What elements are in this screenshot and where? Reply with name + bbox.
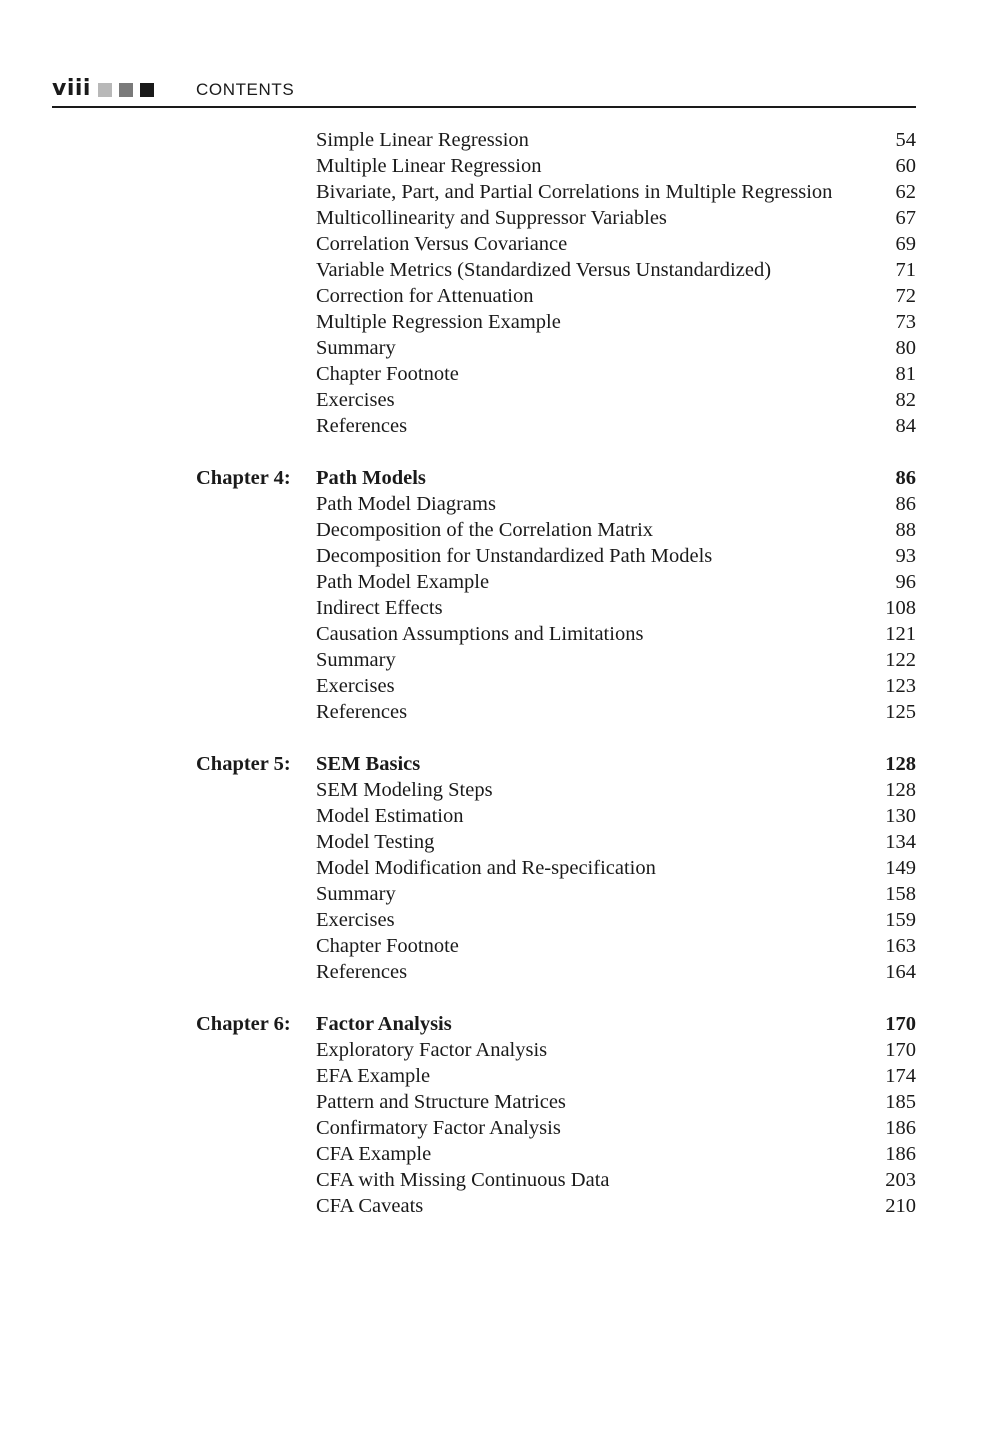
chapter-label: Chapter 4: (196, 467, 291, 489)
entry-page-number: 159 (885, 909, 916, 931)
entry-page-number: 80 (895, 337, 916, 359)
toc-entry (0, 1037, 1008, 1063)
entry-title: Correlation Versus Covariance (316, 233, 568, 255)
entry-page-number: 149 (885, 857, 916, 879)
entry-title: Chapter Footnote (316, 935, 459, 957)
entry-page-number: 125 (885, 701, 916, 723)
entry-page-number: 164 (885, 961, 916, 983)
toc-entry (0, 491, 1008, 517)
toc-entry (0, 283, 1008, 309)
toc-entry (0, 361, 1008, 387)
entry-title: References (316, 415, 408, 437)
entry-title: Path Model Diagrams (316, 493, 496, 515)
toc-entry (0, 543, 1008, 569)
toc-entry (0, 569, 1008, 595)
entry-title: CFA with Missing Continuous Data (316, 1169, 610, 1191)
entry-title: Decomposition for Unstandardized Path Models (316, 545, 713, 567)
toc-entry (0, 205, 1008, 231)
entry-page-number: 185 (885, 1091, 916, 1113)
entry-title: Summary (316, 337, 396, 359)
entry-title: Model Estimation (316, 805, 464, 827)
entry-title: Confirmatory Factor Analysis (316, 1117, 561, 1139)
entry-title: References (316, 961, 408, 983)
chapter-heading-row (0, 465, 1008, 491)
toc-entry (0, 231, 1008, 257)
toc-entry (0, 959, 1008, 985)
chapter-page-number: 86 (895, 467, 916, 489)
entry-page-number: 121 (885, 623, 916, 645)
entry-title: Indirect Effects (316, 597, 443, 619)
chapter-page-number: 170 (885, 1013, 916, 1035)
toc-entry (0, 517, 1008, 543)
entry-page-number: 69 (895, 233, 916, 255)
entry-title: Multicollinearity and Suppressor Variables (316, 207, 667, 229)
chapter-label: Chapter 6: (196, 1013, 291, 1035)
entry-title: Multiple Regression Example (316, 311, 561, 333)
toc-chapter-block (0, 751, 1008, 985)
entry-page-number: 71 (895, 259, 916, 281)
page-number: viii (52, 76, 91, 101)
entry-page-number: 123 (885, 675, 916, 697)
entry-page-number: 128 (885, 779, 916, 801)
entry-title: Exercises (316, 909, 395, 931)
toc-entry (0, 127, 1008, 153)
entry-title: Exploratory Factor Analysis (316, 1039, 548, 1061)
entry-page-number: 72 (895, 285, 916, 307)
toc-entry (0, 1193, 1008, 1219)
entry-title: Correction for Attenuation (316, 285, 534, 307)
entry-title: CFA Example (316, 1143, 432, 1165)
entry-page-number: 170 (885, 1039, 916, 1061)
chapter-heading-row (0, 751, 1008, 777)
toc-entry (0, 1089, 1008, 1115)
entry-title: Summary (316, 649, 396, 671)
toc-entry (0, 855, 1008, 881)
entry-page-number: 134 (885, 831, 916, 853)
entry-title: CFA Caveats (316, 1195, 424, 1217)
toc-entry (0, 647, 1008, 673)
entry-title: Summary (316, 883, 396, 905)
chapter-page-number: 128 (885, 753, 916, 775)
entry-page-number: 67 (895, 207, 916, 229)
toc-entry (0, 257, 1008, 283)
medium-square-icon (119, 83, 133, 97)
entry-page-number: 73 (895, 311, 916, 333)
toc-entry (0, 1167, 1008, 1193)
running-header (52, 76, 916, 108)
entry-page-number: 93 (895, 545, 916, 567)
entry-title: Chapter Footnote (316, 363, 459, 385)
entry-title: References (316, 701, 408, 723)
toc-entry (0, 699, 1008, 725)
toc-entry (0, 673, 1008, 699)
entry-title: Variable Metrics (Standardized Versus Unstandardized) (316, 259, 772, 281)
toc-entry (0, 777, 1008, 803)
toc-entry (0, 933, 1008, 959)
entry-page-number: 82 (895, 389, 916, 411)
entry-page-number: 186 (885, 1143, 916, 1165)
table-of-contents (0, 127, 1008, 1245)
toc-entry (0, 153, 1008, 179)
entry-title: EFA Example (316, 1065, 431, 1087)
entry-page-number: 163 (885, 935, 916, 957)
toc-entry (0, 1063, 1008, 1089)
toc-entry (0, 881, 1008, 907)
entry-page-number: 203 (885, 1169, 916, 1191)
toc-entry (0, 1141, 1008, 1167)
entry-page-number: 186 (885, 1117, 916, 1139)
entry-title: Multiple Linear Regression (316, 155, 542, 177)
chapter-label: Chapter 5: (196, 753, 291, 775)
entry-title: Model Modification and Re-specification (316, 857, 656, 879)
chapter-title: SEM Basics (316, 753, 421, 775)
toc-entry (0, 387, 1008, 413)
dark-square-icon (140, 83, 154, 97)
toc-entry (0, 309, 1008, 335)
toc-entry (0, 803, 1008, 829)
entry-title: Model Testing (316, 831, 435, 853)
entry-title: Bivariate, Part, and Partial Correlations in Multiple Regression (316, 181, 833, 203)
toc-chapter-block (0, 127, 1008, 439)
toc-entry (0, 595, 1008, 621)
toc-entry (0, 335, 1008, 361)
entry-page-number: 88 (895, 519, 916, 541)
entry-page-number: 174 (885, 1065, 916, 1087)
entry-page-number: 84 (895, 415, 916, 437)
entry-page-number: 81 (895, 363, 916, 385)
entry-page-number: 54 (895, 129, 916, 151)
entry-title: Path Model Example (316, 571, 490, 593)
entry-page-number: 96 (895, 571, 916, 593)
entry-title: Exercises (316, 389, 395, 411)
entry-title: Causation Assumptions and Limitations (316, 623, 644, 645)
toc-entry (0, 413, 1008, 439)
entry-page-number: 210 (885, 1195, 916, 1217)
entry-title: Exercises (316, 675, 395, 697)
toc-entry (0, 829, 1008, 855)
chapter-title: Factor Analysis (316, 1013, 452, 1035)
entry-page-number: 62 (895, 181, 916, 203)
entry-page-number: 130 (885, 805, 916, 827)
entry-page-number: 60 (895, 155, 916, 177)
running-title: CONTENTS (196, 80, 295, 99)
toc-entry (0, 621, 1008, 647)
entry-title: SEM Modeling Steps (316, 779, 493, 801)
entry-page-number: 122 (885, 649, 916, 671)
entry-page-number: 108 (885, 597, 916, 619)
entry-title: Pattern and Structure Matrices (316, 1091, 566, 1113)
entry-title: Simple Linear Regression (316, 129, 529, 151)
chapter-heading-row (0, 1011, 1008, 1037)
toc-entry (0, 179, 1008, 205)
toc-entry (0, 1115, 1008, 1141)
toc-chapter-block (0, 465, 1008, 725)
chapter-title: Path Models (316, 467, 426, 489)
entry-page-number: 158 (885, 883, 916, 905)
entry-title: Decomposition of the Correlation Matrix (316, 519, 654, 541)
entry-page-number: 86 (895, 493, 916, 515)
light-square-icon (98, 83, 112, 97)
toc-chapter-block (0, 1011, 1008, 1219)
toc-entry (0, 907, 1008, 933)
